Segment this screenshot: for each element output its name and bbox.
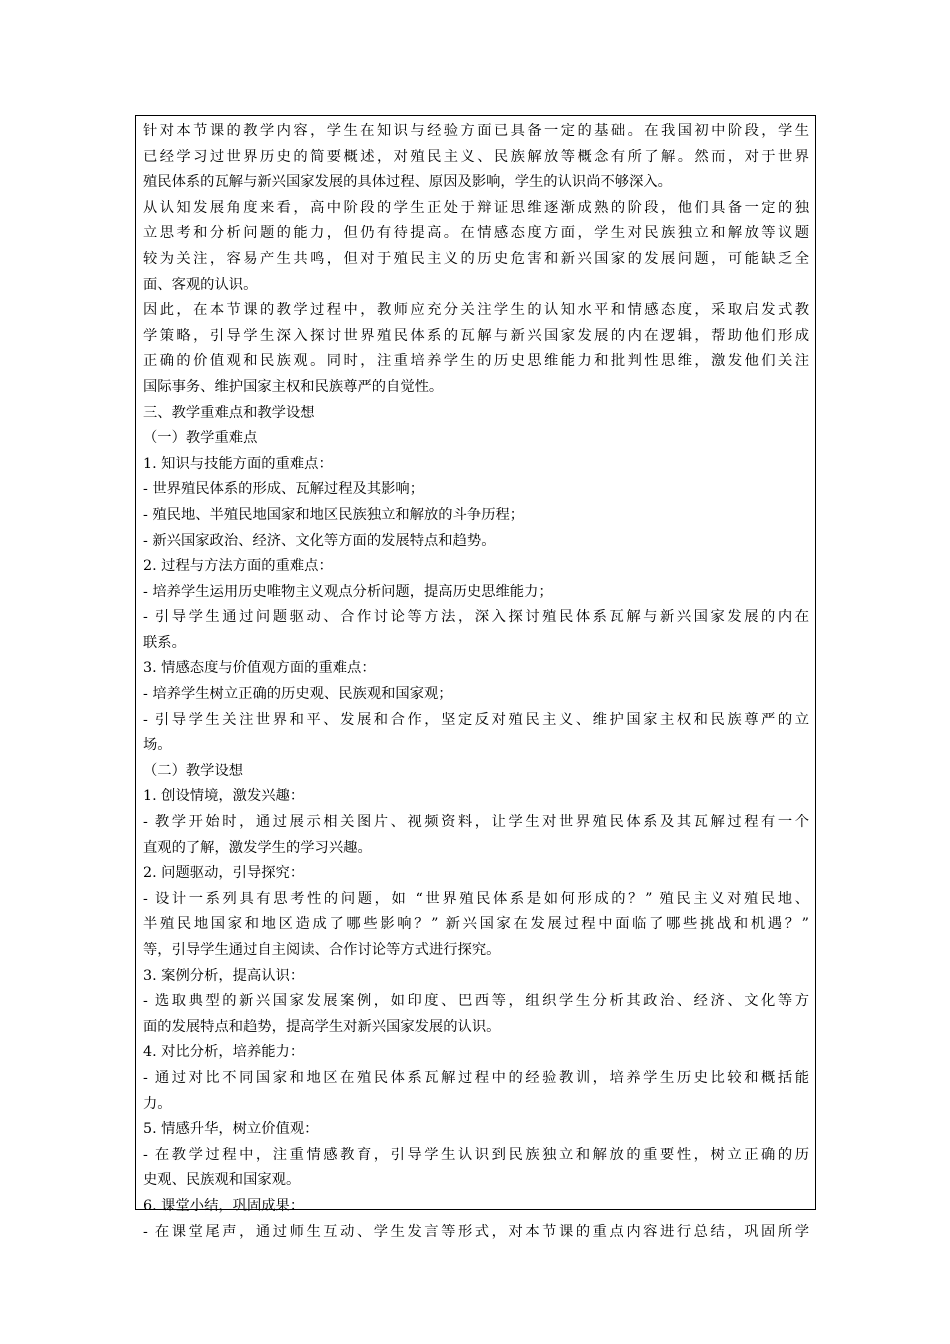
text-line: 4. 对比分析，培养能力： — [143, 1044, 305, 1061]
text-line: 三、教学重难点和教学设想 — [143, 404, 315, 421]
text-line: 学策略，引导学生深入探讨世界殖民体系的瓦解与新兴国家发展的内在逻辑，帮助他们形成 — [143, 327, 809, 344]
text-line: 已经学习过世界历史的简要概述，对殖民主义、民族解放等概念有所了解。然而，对于世界 — [143, 148, 809, 165]
text-line: 等，引导学生通过自主阅读、合作讨论等方式进行探究。 — [143, 942, 501, 958]
text-line: - 通过对比不同国家和地区在殖民体系瓦解过程中的经验教训，培养学生历史比较和概括能 — [143, 1069, 809, 1086]
text-line: （二）教学设想 — [143, 762, 244, 779]
text-line: 立思考和分析问题的能力，但仍有待提高。在情感态度方面，学生对民族独立和解放等议题 — [143, 225, 809, 242]
text-line: 3. 情感态度与价值观方面的重难点： — [143, 660, 376, 677]
text-line: 面、客观的认识。 — [143, 276, 258, 293]
text-line: 力。 — [143, 1095, 172, 1112]
text-line: 国际事务、维护国家主权和民族尊严的自觉性。 — [143, 378, 444, 395]
text-line: - 新兴国家政治、经济、文化等方面的发展特点和趋势。 — [143, 532, 496, 549]
text-line: 正确的价值观和民族观。同时，注重培养学生的历史思维能力和批判性思维，激发他们关注 — [143, 353, 809, 370]
text-line: - 教学开始时，通过展示相关图片、视频资料，让学生对世界殖民体系及其瓦解过程有一个 — [143, 814, 809, 831]
text-line: - 在课堂尾声，通过师生互动、学生发言等形式，对本节课的重点内容进行总结，巩固所学 — [143, 1223, 809, 1240]
text-line: 殖民体系的瓦解与新兴国家发展的具体过程、原因及影响，学生的认识尚不够深入。 — [143, 174, 672, 191]
text-line: 1. 知识与技能方面的重难点： — [143, 455, 333, 472]
text-line: - 引导学生通过问题驱动、合作讨论等方法，深入探讨殖民体系瓦解与新兴国家发展的内在 — [143, 609, 809, 626]
text-line: 2. 过程与方法方面的重难点： — [143, 558, 333, 575]
text-line: 2. 问题驱动，引导探究： — [143, 865, 305, 882]
text-line: 场。 — [143, 737, 172, 754]
document-table-cell — [135, 115, 816, 1240]
text-line: 5. 情感升华，树立价值观： — [143, 1121, 319, 1138]
text-line: - 培养学生树立正确的历史观、民族观和国家观； — [143, 686, 453, 703]
text-line: 从认知发展角度来看，高中阶段的学生正处于辩证思维逐渐成熟的阶段，他们具备一定的独 — [143, 199, 809, 216]
text-line: 史观、民族观和国家观。 — [143, 1172, 301, 1189]
text-line: 半殖民地国家和地区造成了哪些影响？” 新兴国家在发展过程中面临了哪些挑战和机遇？” — [143, 916, 809, 933]
text-line: - 设计一系列具有思考性的问题，如 “世界殖民体系是如何形成的？” 殖民主义对殖民地、 — [143, 890, 809, 907]
text-line: - 殖民地、半殖民地国家和地区民族独立和解放的斗争历程； — [143, 506, 525, 523]
text-line: - 引导学生关注世界和平、发展和合作，坚定反对殖民主义、维护国家主权和民族尊严的立 — [143, 711, 809, 728]
text-line: （一）教学重难点 — [143, 430, 258, 447]
text-line: 面的发展特点和趋势，提高学生对新兴国家发展的认识。 — [143, 1018, 501, 1035]
text-line: 联系。 — [143, 634, 186, 651]
text-line: 较为关注，容易产生共鸣，但对于殖民主义的历史危害和新兴国家的发展问题，可能缺乏全 — [143, 250, 809, 267]
text-line: 因此，在本节课的教学过程中，教师应充分关注学生的认知水平和情感态度，采取启发式教 — [143, 302, 809, 319]
text-line: 3. 案例分析，提高认识： — [143, 967, 305, 984]
text-line: 6. 课堂小结，巩固成果： — [143, 1197, 305, 1214]
text-line: 针对本节课的教学内容，学生在知识与经验方面已具备一定的基础。在我国初中阶段，学生 — [143, 123, 809, 139]
text-line: - 世界殖民体系的形成、瓦解过程及其影响； — [143, 481, 425, 498]
text-line: - 在教学过程中，注重情感教育，引导学生认识到民族独立和解放的重要性，树立正确的历 — [143, 1146, 809, 1163]
text-line: - 选取典型的新兴国家发展案例，如印度、巴西等，组织学生分析其政治、经济、文化等方 — [143, 993, 809, 1010]
text-line: - 培养学生运用历史唯物主义观点分析问题，提高历史思维能力； — [143, 583, 553, 600]
text-line: 直观的了解，激发学生的学习兴趣。 — [143, 839, 372, 856]
text-line: 1. 创设情境，激发兴趣： — [143, 788, 305, 805]
